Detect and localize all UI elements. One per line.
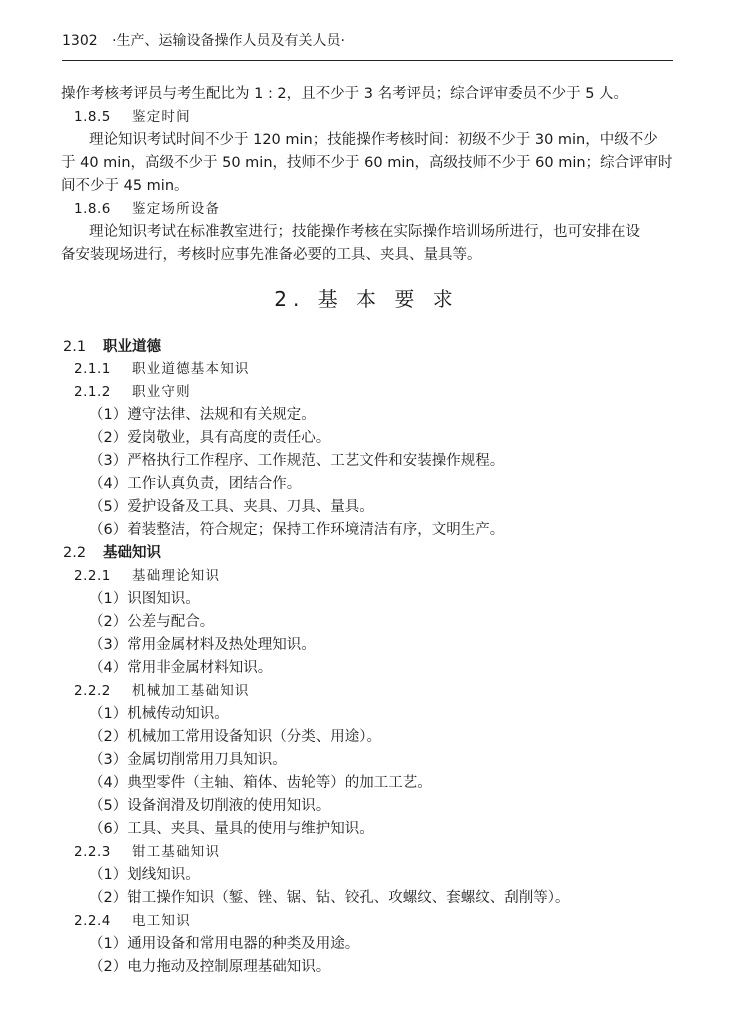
section-title: 基础知识 <box>103 545 161 561</box>
section-heading-2-2-1 <box>74 566 673 586</box>
section-title: 职业道德基本知识 <box>132 361 250 377</box>
paragraph-line: 于 40 min，高级不少于 50 min，技师不少于 60 min，高级技师不少于 60 min；综合评审时 <box>61 155 673 171</box>
list-item: （6）着装整洁，符合规定；保持工作环境清洁有序，文明生产。 <box>89 522 505 538</box>
section-heading-1-8-5 <box>74 107 673 127</box>
section-heading-2-2-2 <box>74 681 673 701</box>
section-heading-2-2 <box>63 543 673 563</box>
section-number: 1.8.5 <box>74 109 111 125</box>
section-heading-2-1 <box>63 337 673 357</box>
header-rule <box>62 60 673 61</box>
section-number: 2.2.2 <box>74 683 111 699</box>
section-heading-2-1-2 <box>74 382 673 402</box>
list-item: （5）爱护设备及工具、夹具、刀具、量具。 <box>89 499 374 515</box>
page-number: 1302 <box>62 33 98 49</box>
list-item: （4）典型零件（主轴、箱体、齿轮等）的加工工艺。 <box>89 775 432 791</box>
list-item: （6）工具、夹具、量具的使用与维护知识。 <box>89 821 374 837</box>
list-item: （2）钳工操作知识（錾、锉、锯、钻、铰孔、攻螺纹、套螺纹、刮削等）。 <box>89 890 570 906</box>
section-title: 钳工基础知识 <box>132 844 221 860</box>
section-heading-2-2-3 <box>74 842 673 862</box>
section-number: 2.1.1 <box>74 361 111 377</box>
list-item: （3）金属切削常用刀具知识。 <box>89 752 287 768</box>
section-number: 2.2.3 <box>74 844 111 860</box>
section-number: 2.2.4 <box>74 913 111 929</box>
section-title: 基础理论知识 <box>132 568 221 584</box>
section-title: 机械加工基础知识 <box>132 683 250 699</box>
list-item: （1）通用设备和常用电器的种类及用途。 <box>89 936 360 952</box>
list-item: （5）设备润滑及切削液的使用知识。 <box>89 798 331 814</box>
paragraph-line: 理论知识考试时间不少于 120 min；技能操作考核时间：初级不少于 30 min，中级不少 <box>89 132 658 148</box>
section-number: 2.2.1 <box>74 568 111 584</box>
list-item: （3）常用金属材料及热处理知识。 <box>89 637 316 653</box>
list-item: （1）遵守法律、法规和有关规定。 <box>89 407 316 423</box>
running-header <box>62 28 673 54</box>
section-number: 2.1.2 <box>74 384 111 400</box>
section-number: 2.1 <box>63 339 87 355</box>
list-item: （2）爱岗敬业，具有高度的责任心。 <box>89 430 331 446</box>
section-title: 职业道德 <box>103 339 161 355</box>
paragraph-line: 备安装现场进行，考核时应事先准备必要的工具、夹具、量具等。 <box>61 247 482 263</box>
section-heading-2-1-1 <box>74 359 673 379</box>
paragraph-line: 理论知识考试在标准教室进行；技能操作考核在实际操作培训场所进行，也可安排在设 <box>89 224 640 240</box>
list-item: （2）机械加工常用设备知识（分类、用途）。 <box>89 729 381 745</box>
section-number: 2.2 <box>63 545 87 561</box>
chapter-title: 2. 基 本 要 求 <box>274 287 459 311</box>
list-item: （2）电力拖动及控制原理基础知识。 <box>89 959 331 975</box>
list-item: （1）识图知识。 <box>89 591 200 607</box>
list-item: （1）划线知识。 <box>89 867 200 883</box>
list-item: （1）机械传动知识。 <box>89 706 229 722</box>
section-heading-1-8-6 <box>74 199 673 219</box>
section-title: 鉴定时间 <box>132 109 191 125</box>
running-title: ·生产、运输设备操作人员及有关人员· <box>112 33 345 49</box>
section-title: 电工知识 <box>132 913 191 929</box>
section-heading-2-2-4 <box>74 911 673 931</box>
paragraph-line: 间不少于 45 min。 <box>61 178 189 194</box>
list-item: （4）工作认真负责，团结合作。 <box>89 476 302 492</box>
section-number: 1.8.6 <box>74 201 111 217</box>
list-item: （3）严格执行工作程序、工作规范、工艺文件和安装操作规程。 <box>89 453 505 469</box>
list-item: （4）常用非金属材料知识。 <box>89 660 273 676</box>
section-title: 职业守则 <box>132 384 191 400</box>
paragraph-line: 操作考核考评员与考生配比为 1 : 2，且不少于 3 名考评员；综合评审委员不少于 5 人。 <box>61 86 629 102</box>
list-item: （2）公差与配合。 <box>89 614 215 630</box>
section-title: 鉴定场所设备 <box>132 201 221 217</box>
